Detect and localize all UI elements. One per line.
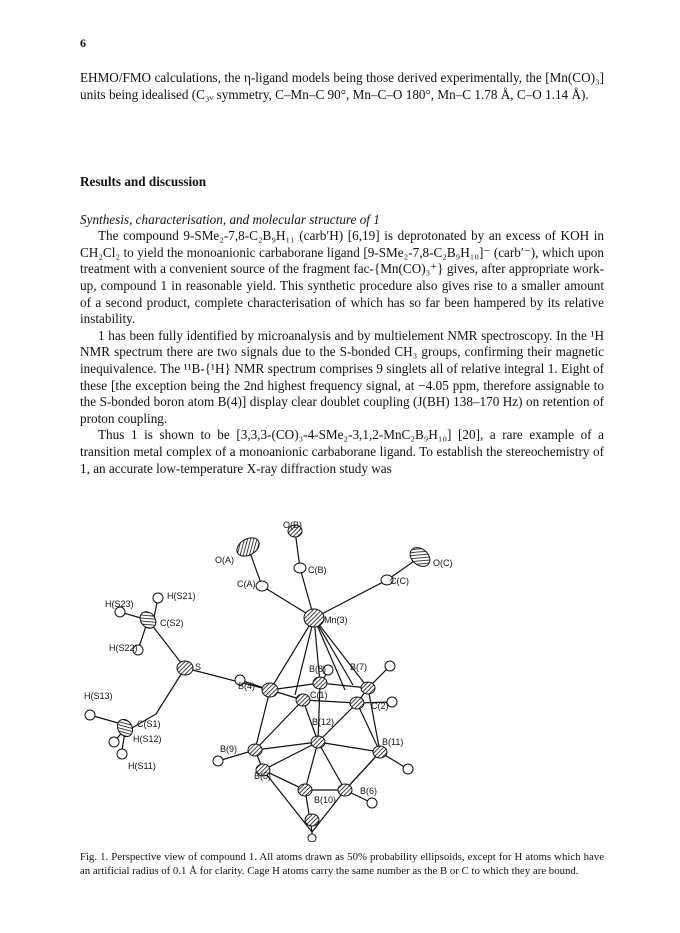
label-B7: B(7)	[350, 662, 368, 672]
label-B8: B(8)	[309, 664, 327, 674]
label-OC: O(C)	[433, 558, 453, 568]
label-B11: B(11)	[382, 737, 404, 747]
label-OA: O(A)	[215, 555, 234, 565]
paragraph-synthesis: The compound 9-SMe₂-7,8-C₂B₉H₁₁ (carb′H) [6,19] is deprotonated by an excess of KOH in CH₂Cl₂ to yield the monoanionic carbaborane ligand [9-SMe₂-7,8-C₂B₉H₁₀]⁻ (carb′⁻), which upon treatment with a convenient source of the fragment fac-{Mn(CO)₃⁺} gives, after appropriate work-up, compound 1 in reasonable yield. This synthetic procedure also gives rise to a smaller amount of a second product, complete characterisation of which has so far been hampered by its relative instability.	[80, 228, 604, 327]
label-OB: O(B)	[283, 520, 302, 530]
label-B5: B(5)	[254, 771, 272, 781]
label-B10: B(10)	[314, 795, 337, 805]
label-Mn3: Mn(3)	[324, 615, 348, 625]
label-CA: C(A)	[237, 579, 256, 589]
label-HS12: H(S12)	[133, 734, 162, 744]
paragraph-nmr: 1 has been fully identified by microanalysis and by multielement NMR spectroscopy. In the ¹H NMR spectrum there are two signals due to the S-bonded CH₃ groups, confirming their magnetic inequivalence. The ¹¹B-{¹H} NMR spectrum comprises 9 singlets all of relative integral 1. Eight of these [the exception being the 2nd highest frequency signal, at −4.05 ppm, therefore assignable to the S-bonded boron atom B(4)] display clear doublet coupling (J(BH) 138–170 Hz) on retention of proton coupling.	[80, 327, 604, 426]
label-B6: B(6)	[360, 786, 378, 796]
paragraph-stereochemistry: Thus 1 is shown to be [3,3,3-(CO)₃-4-SMe₂-3,1,2-MnC₂B₉H₁₀] [20], a rare example of a transition metal complex of a monoanionic carbaborane ligand. To establish the stereochemistry of 1, an accurate low-temperature X-ray diffraction study was	[80, 427, 604, 476]
page-number: 6	[80, 36, 86, 50]
label-B9: B(9)	[220, 744, 238, 754]
label-S: S	[195, 662, 202, 672]
label-HS11: H(S11)	[128, 761, 156, 771]
label-CS2: C(S2)	[160, 618, 184, 628]
label-HS21: H(S21)	[167, 591, 196, 601]
section-heading: Results and discussion	[80, 174, 207, 189]
label-B4: B(4)	[238, 681, 256, 691]
intro-paragraph: EHMO/FMO calculations, the η-ligand models being those derived experimentally, the [Mn(CO)₃] units being idealised (C₃ᵥ symmetry, C–Mn–C 90°, Mn–C–O 180°, Mn–C 1.78 Å, C–O 1.14 Å).	[80, 70, 604, 102]
label-CC: C(C)	[390, 576, 409, 586]
label-CS1: C(S1)	[137, 719, 161, 729]
atom-ellipsoids	[85, 525, 434, 842]
figure-caption: Fig. 1. Perspective view of compound 1. All atoms drawn as 50% probability ellipsoids, except for H atoms which have an artificial radius of 0.1 Å for clarity. Cage H atoms carry the same number as the B or C to which they are bound.	[80, 851, 604, 877]
label-HS13: H(S13)	[84, 691, 113, 701]
label-C1: C(1)	[310, 690, 328, 700]
intro-paragraph-block	[80, 70, 604, 103]
label-C2: C(2)	[371, 701, 389, 711]
label-CB: C(B)	[308, 565, 327, 575]
figure-1	[80, 520, 604, 842]
label-HS22: H(S22)	[109, 643, 138, 653]
subsection-heading: Synthesis, characterisation, and molecular structure of 1	[80, 211, 380, 227]
results-section	[80, 174, 604, 477]
label-B12: B(12)	[312, 717, 335, 727]
label-HS23: H(S23)	[105, 599, 134, 609]
molecular-structure-drawing	[80, 520, 604, 842]
